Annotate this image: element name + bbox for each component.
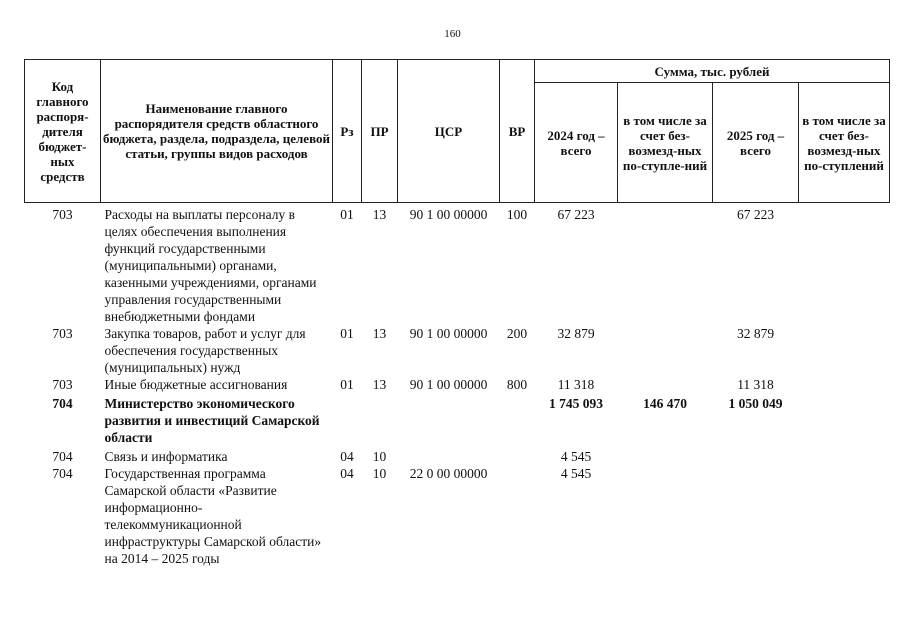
cell-code: 704 xyxy=(52,396,73,411)
header-2025-total: 2025 год – всего xyxy=(713,83,799,203)
cell-2025-total: 1 050 049 xyxy=(728,396,783,411)
cell-2024-total: 67 223 xyxy=(557,207,595,222)
cell-2024-total: 32 879 xyxy=(557,326,595,341)
cell-rz: 04 xyxy=(340,449,354,464)
table-row xyxy=(25,376,890,393)
table-row xyxy=(25,446,890,465)
cell-2025-free xyxy=(799,465,890,567)
cell-vr: 200 xyxy=(506,326,528,341)
cell-2025-total: 67 223 xyxy=(736,207,775,222)
header-2024-free: в том числе за счет без-возмезд-ных по-ступле-ний xyxy=(618,83,713,203)
table-header xyxy=(25,60,890,203)
header-2024-total: 2024 год – всего xyxy=(535,83,618,203)
header-pr: ПР xyxy=(362,60,398,203)
cell-code: 704 xyxy=(52,466,73,481)
cell-rz xyxy=(333,393,362,446)
cell-vr xyxy=(500,446,535,465)
cell-csr: 90 1 00 00000 xyxy=(409,377,488,392)
cell-2024-free xyxy=(618,465,713,567)
cell-name: Министерство экономического развития и инвестиций Самарской области xyxy=(104,396,320,445)
cell-2025-free xyxy=(799,325,890,376)
cell-vr xyxy=(500,393,535,446)
header-sum: Сумма, тыс. рублей xyxy=(535,60,890,83)
cell-name: Расходы на выплаты персоналу в целях обеспечения выполнения функций государственными (муниципальными) органами, казенными учреждениями, органами управления государственными внебюджетными фондами xyxy=(104,207,317,324)
table-row xyxy=(25,465,890,567)
cell-pr: 13 xyxy=(372,207,387,222)
cell-2025-free xyxy=(799,393,890,446)
cell-vr xyxy=(500,465,535,567)
cell-2024-total: 4 545 xyxy=(560,449,592,464)
cell-name: Иные бюджетные ассигнования xyxy=(104,377,288,392)
table-body xyxy=(25,203,890,568)
cell-rz: 01 xyxy=(340,326,354,341)
header-csr: ЦСР xyxy=(398,60,500,203)
cell-2025-free xyxy=(799,376,890,393)
header-rz: Рз xyxy=(333,60,362,203)
table-row xyxy=(25,206,890,325)
cell-csr: 22 0 00 00000 xyxy=(409,466,488,481)
cell-vr: 800 xyxy=(506,377,528,392)
header-name: Наименование главного распорядителя средств областного бюджета, раздела, подраздела, целевой статьи, группы видов расходов xyxy=(101,60,333,203)
cell-rz: 01 xyxy=(340,207,354,222)
cell-2024-total: 4 545 xyxy=(560,466,592,481)
header-2025-free: в том числе за счет без-возмезд-ных по-ступлений xyxy=(799,83,890,203)
cell-csr: 90 1 00 00000 xyxy=(409,207,488,222)
table-row xyxy=(25,325,890,376)
cell-2024-total: 11 318 xyxy=(557,377,595,392)
cell-rz: 01 xyxy=(340,377,354,392)
cell-code: 704 xyxy=(52,449,73,464)
cell-pr: 10 xyxy=(372,449,387,464)
cell-2024-total: 1 745 093 xyxy=(549,396,603,411)
cell-pr: 13 xyxy=(372,377,387,392)
cell-code: 703 xyxy=(52,326,73,341)
cell-2024-free xyxy=(618,325,713,376)
header-code: Код главного распоря-дителя бюджет-ных средств xyxy=(25,60,101,203)
cell-pr: 10 xyxy=(372,466,387,481)
header-vr: ВР xyxy=(500,60,535,203)
cell-2025-free xyxy=(799,446,890,465)
cell-csr xyxy=(398,446,500,465)
cell-code: 703 xyxy=(52,207,73,222)
cell-code: 703 xyxy=(52,377,73,392)
cell-csr xyxy=(398,393,500,446)
cell-name: Закупка товаров, работ и услуг для обеспечения государственных (муниципальных) нужд xyxy=(104,326,306,375)
cell-vr: 100 xyxy=(506,207,528,222)
table-row-ministry xyxy=(25,393,890,446)
cell-rz: 04 xyxy=(340,466,354,481)
cell-csr: 90 1 00 00000 xyxy=(409,326,488,341)
cell-2025-total xyxy=(713,465,799,567)
cell-pr: 13 xyxy=(372,326,387,341)
cell-2025-total: 11 318 xyxy=(737,377,774,392)
cell-pr xyxy=(362,393,398,446)
cell-2024-free xyxy=(618,376,713,393)
cell-name: Государственная программа Самарской области «Развитие информационно-телекоммуникационной инфраструктуры Самарской области» на 2014 – 2025 годы xyxy=(104,466,322,566)
cell-name: Связь и информатика xyxy=(104,449,228,464)
cell-2024-free: 146 470 xyxy=(643,396,687,411)
cell-2025-total xyxy=(713,446,799,465)
cell-2024-free xyxy=(618,446,713,465)
cell-2024-free xyxy=(618,206,713,325)
budget-table xyxy=(24,59,890,567)
page-number: 160 xyxy=(444,28,461,40)
cell-2025-free xyxy=(799,206,890,325)
cell-2025-total: 32 879 xyxy=(736,326,775,341)
